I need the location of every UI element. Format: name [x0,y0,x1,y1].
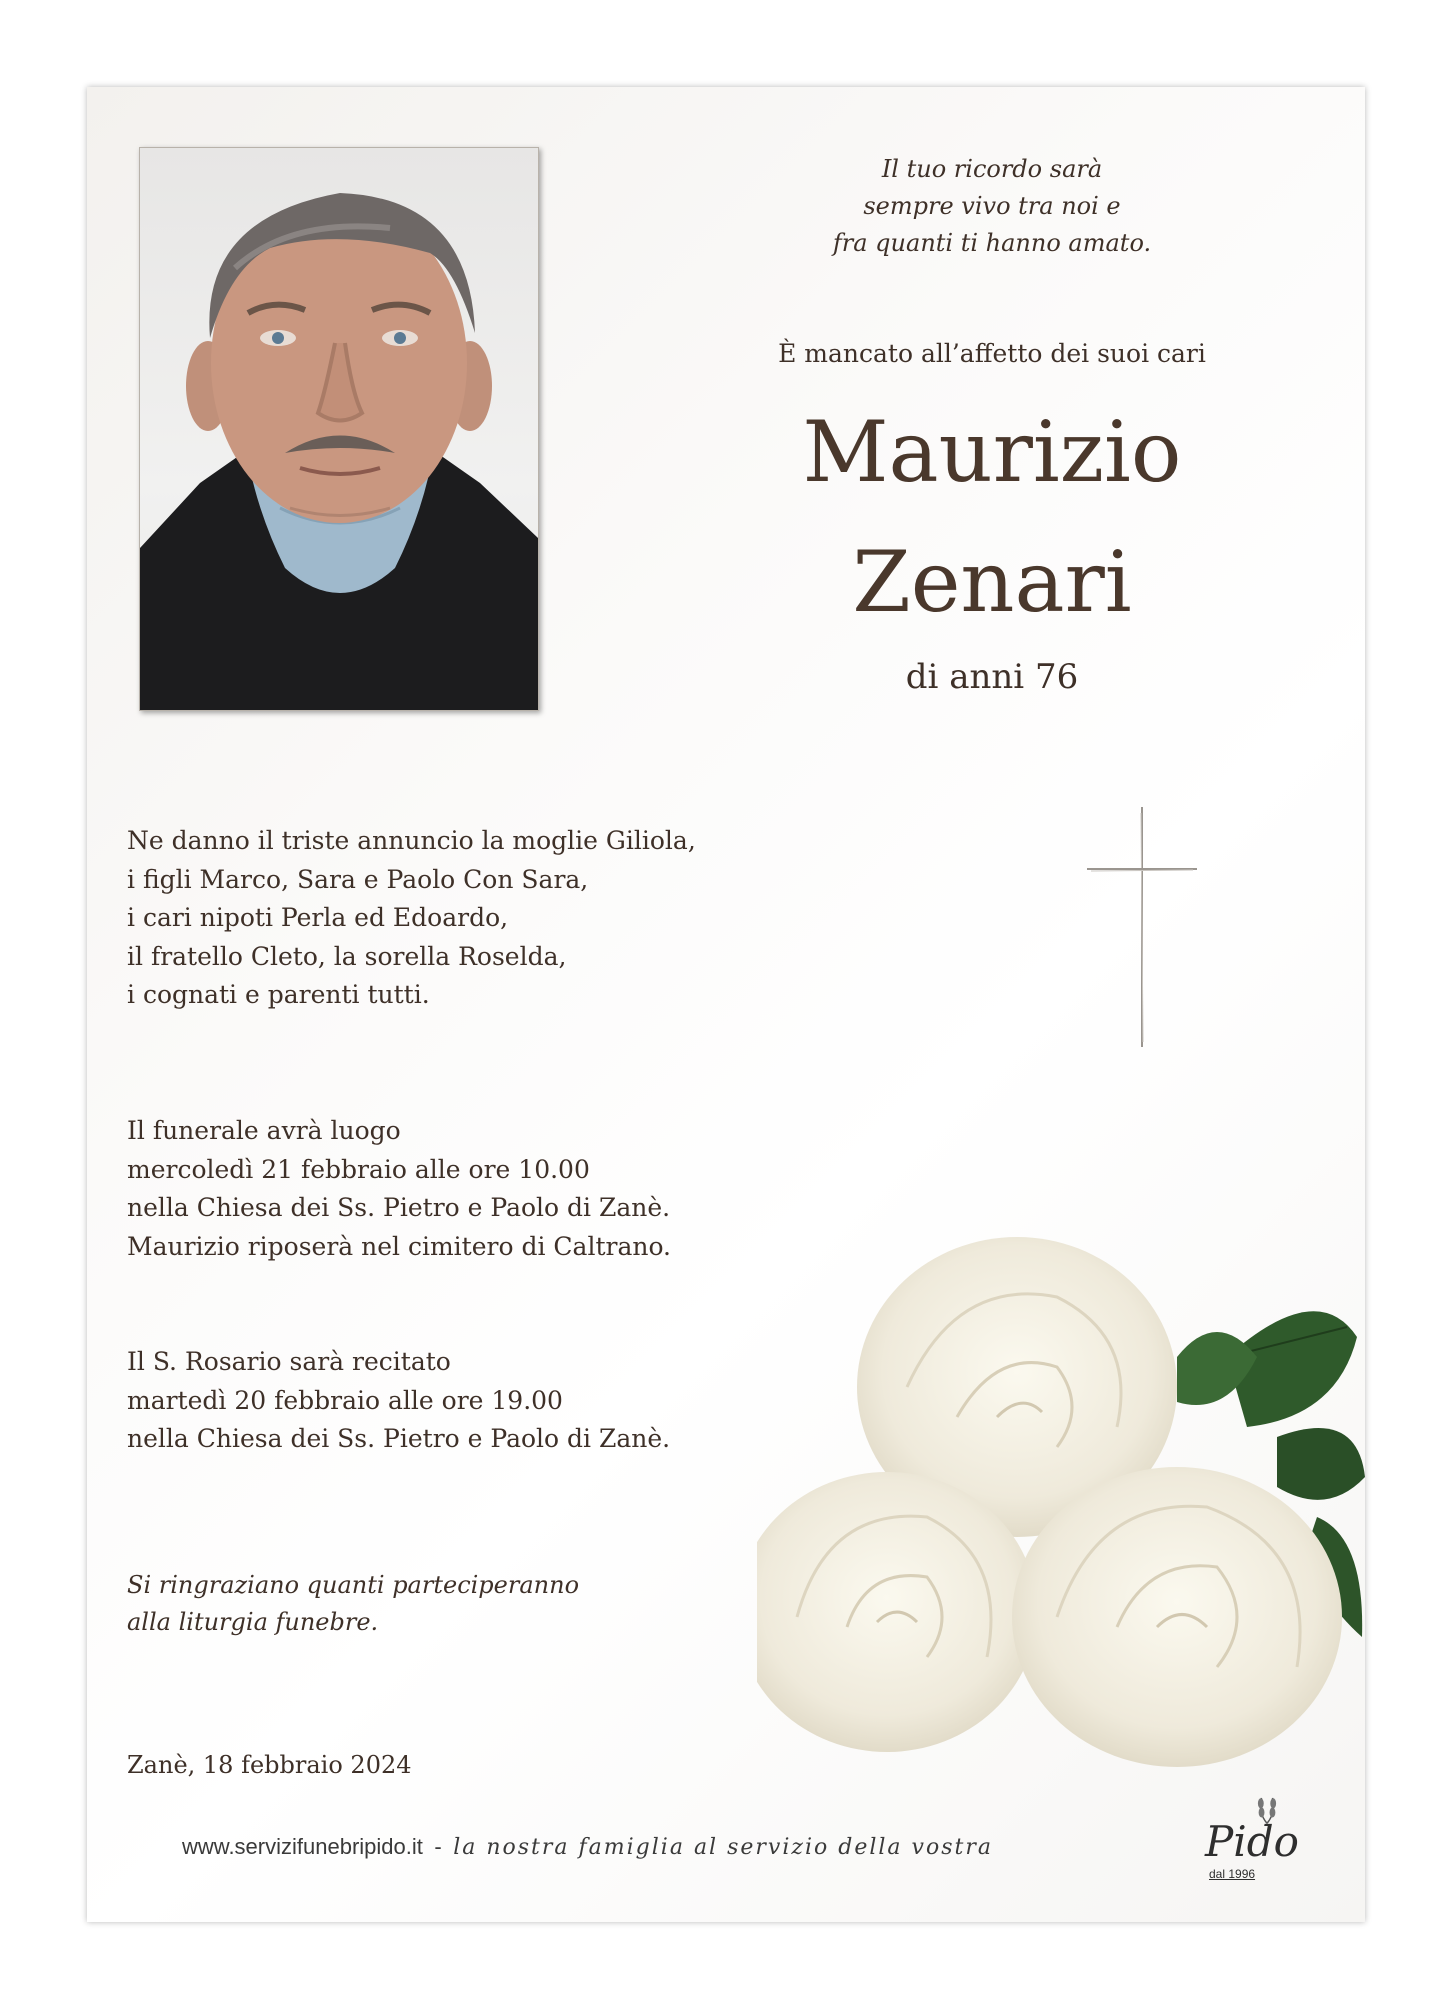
announcement-line: i figli Marco, Sara e Paolo Con Sara, [127,864,589,894]
rosary-line: martedì 20 febbraio alle ore 19.00 [127,1385,563,1415]
footer [182,1834,993,1860]
epigraph-line: sempre vivo tra noi e [863,192,1121,220]
portrait-photo [139,147,539,711]
logo-name: Pido [1205,1817,1299,1866]
funeral-block [127,1112,671,1266]
announcement-line: i cari nipoti Perla ed Edoardo, [127,903,509,932]
age-text: di anni 76 [905,657,1079,697]
first-name: Maurizio [802,403,1182,501]
epigraph [707,151,1277,262]
announcement-line: i cognati e parenti tutti. [127,980,430,1009]
funeral-line: Maurizio riposerà nel cimitero di Caltrano. [127,1231,672,1261]
rosary-line: Il S. Rosario sarà recitato [127,1347,451,1376]
footer-separator: - [434,1834,442,1859]
obituary-notice [87,87,1365,1922]
announcement-block [127,822,696,1015]
announcement-line: Ne danno il triste annuncio la moglie Giliola, [127,826,696,855]
epigraph-line: Il tuo ricordo sarà [881,155,1103,183]
funeral-line: mercoledì 21 febbraio alle ore 10.00 [127,1154,590,1184]
deceased-name [647,387,1337,647]
funeral-line: nella Chiesa dei Ss. Pietro e Paolo di Zanè. [127,1193,671,1222]
website-link[interactable]: www.servizifunebripido.it [182,1834,423,1859]
logo-since: dal 1996 [1209,1867,1256,1881]
cross-icon [1087,807,1197,1047]
thanks-line: Si ringraziano quanti parteciperanno [127,1571,580,1599]
thanks-line: alla liturgia funebre. [127,1608,379,1636]
portrait-illustration [140,148,538,710]
rosary-line: nella Chiesa dei Ss. Pietro e Paolo di Zanè. [127,1424,671,1453]
intro-text: È mancato all’affetto dei suoi cari [778,339,1206,368]
last-name: Zenari [852,533,1132,631]
rosary-block [127,1343,670,1459]
white-roses-image [757,1217,1365,1777]
thanks-block [127,1567,579,1641]
place-date: Zanè, 18 febbraio 2024 [127,1751,412,1779]
funeral-line: Il funerale avrà luogo [127,1116,401,1145]
footer-motto: la nostra famiglia al servizio della vostra [453,1835,993,1860]
announcement-line: il fratello Cleto, la sorella Roselda, [127,941,567,971]
epigraph-line: fra quanti ti hanno amato. [832,229,1152,257]
